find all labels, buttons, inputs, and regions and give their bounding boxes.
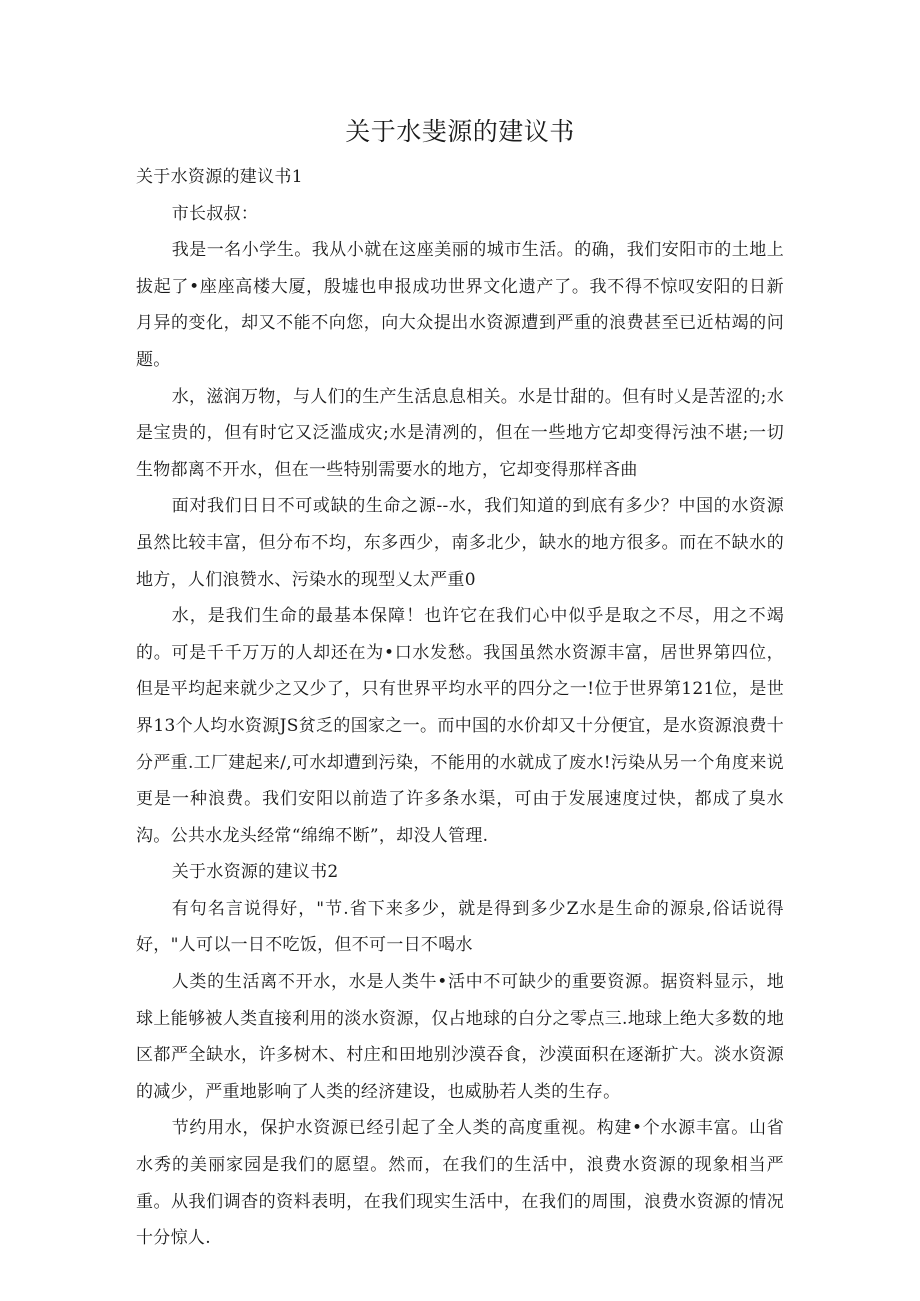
paragraph: 人类的生活离不开水，水是人类牛•活中不可缺少的重要资源。据资料显示，地球上能够被人类直接利用的淡水资源，仅占地球的白分之零点三.地球上绝大多数的地区都严全缺水，许多树木、村庄和田地别沙漠吞食，沙漠面积在逐渐扩大。淡水资源的减少，严重地影响了人类的经济建设，也威胁若人类的生存。 — [136, 972, 784, 1102]
section-heading-2: 关于水资源的建议书2 — [171, 862, 339, 883]
paragraph: 我是一名小学生。我从小就在这座美丽的城市生活。的确，我们安阳市的土地上拔起了•座座高楼大厦，殷墟也申报成功世界文化遗产了。我不得不惊叹安阳的日新月异的变化，却又不能不向您，向大众提出水资源遭到严重的浪费甚至已近枯竭的问题。 — [136, 240, 784, 370]
document-body — [136, 159, 784, 1257]
paragraph: 面对我们日日不可或缺的生命之源--水，我们知道的到底有多少？中国的水资源虽然比较丰富，但分布不均，东多西少，南多北少，缺水的地方很多。而在不缺水的地方，人们浪赞水、污染水的现型乂太严重0 — [136, 496, 784, 590]
salutation: 市长叔叔： — [171, 203, 259, 224]
section-heading-1: 关于水资源的建议书1 — [136, 167, 303, 187]
paragraph: 节约用水，保护水资源已经引起了全人类的高度重视。构建•个水源丰富。山省水秀的美丽家园是我们的愿望。然而，在我们的生活中，浪费水资源的现象相当严重。从我们调杳的资料表明，在我们现实生活中，在我们的周围，浪费水资源的情况十分惊人. — [136, 1118, 784, 1249]
paragraph: 水，是我们生命的最基本保障！也许它在我们心中似乎是取之不尽，用之不竭的。可是千千万万的人却还在为•口水发愁。我国虽然水资源丰富，居世界第四位，但是平均起来就少之又少了，只有世界平均水平的四分之一!位于世界第121位，是世界13个人均水资源JS贫乏的国家之一。而中国的水价却又十分便宜，是水资源浪费十分严重.工厂建起来/,可水却遭到污染，不能用的水就成了废水!污染从另一个角度来说更是一种浪费。我们安阳以前造了许多条水渠，可由于发展速度过快，都成了臭水沟。公共水龙头经常“绵绵不断”，却没人管理. — [136, 606, 784, 846]
paragraph: 水，滋润万物，与人们的生产生活息息相关。水是廿甜的。但有时乂是苦涩的;水是宝贵的，但有时它又泛滥成灾;水是清冽的，但在一些地方它却变得污浊不堪;一切生物都离不开水，但在一些特别需要水的地方，它却变得那样吝曲 — [136, 386, 784, 480]
document-title: 关于水斐源的建议书 — [345, 117, 575, 146]
paragraph: 有句名言说得好，"节.省下来多少，就是得到多少Z水是生命的源泉,俗话说得好，"人可以一日不吃饭，但不可一日不喝水 — [136, 898, 784, 956]
